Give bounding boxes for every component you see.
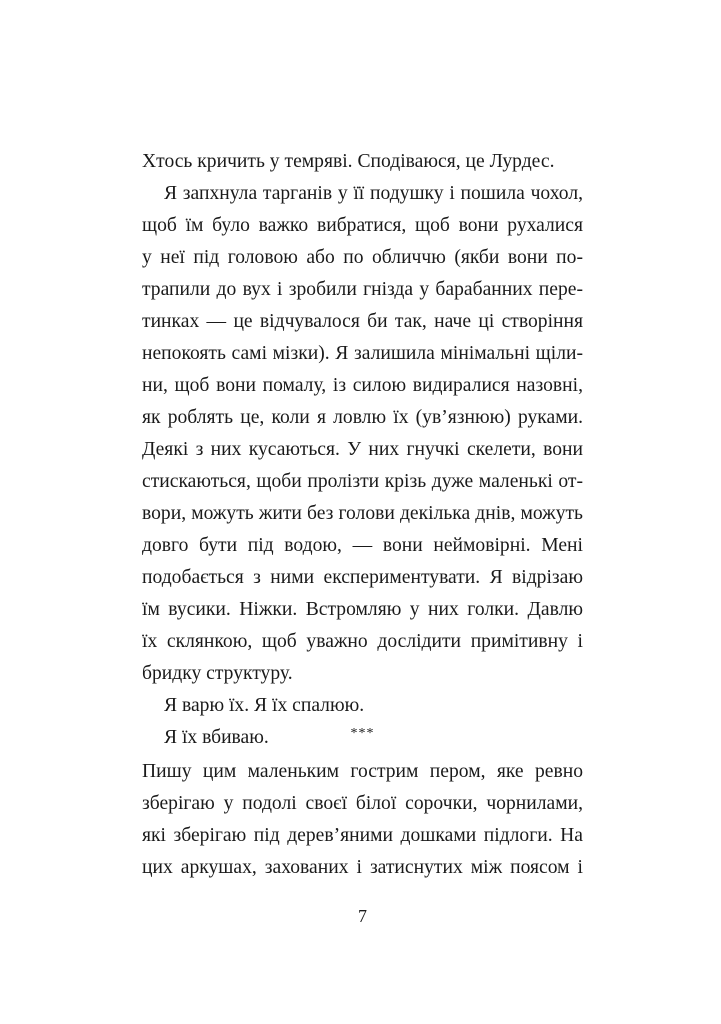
text-line: щоб їм було важко вибратися, щоб вони рухалися: [142, 215, 583, 236]
text-line: як роблять це, коли я ловлю їх (ув’язнюю) руками.: [142, 407, 583, 428]
text-line: Хтось кричить у темряві. Сподіваюся, це Лурдес.: [142, 151, 555, 172]
text-line: у неї під головою або по обличчю (якби вони по-: [142, 247, 583, 268]
text-line: вори, можуть жити без голови декілька днів, можуть: [142, 503, 583, 524]
text-line: Пишу цим маленьким гострим пером, яке ревно: [142, 761, 583, 782]
text-line: ни, щоб вони помалу, із силою видиралися назовні,: [142, 375, 583, 396]
page-number: 7: [358, 906, 367, 926]
text-line: цих аркушах, захованих і затиснутих між поясом і: [142, 857, 583, 878]
section-break-asterisks: ***: [350, 726, 375, 741]
text-line: їх склянкою, щоб уважно дослідити примітивну і: [142, 631, 583, 652]
text-line: бридку структуру.: [142, 663, 293, 684]
text-line: непокоять самі мізки). Я залишила мінімальні щіли-: [142, 343, 583, 364]
text-line: зберігаю у подолі своєї білої сорочки, чорнилами,: [142, 793, 583, 814]
text-line: їм вусики. Ніжки. Встромляю у них голки. Давлю: [142, 599, 583, 620]
text-line: Деякі з них кусаються. У них гнучкі скелети, вони: [142, 439, 583, 460]
text-line: довго бути під водою, — вони неймовірні. Мені: [142, 535, 583, 556]
text-line: які зберігаю під дерев’яними дошками підлоги. На: [142, 825, 583, 846]
text-line: трапили до вух і зробили гнізда у барабанних пере-: [142, 279, 583, 300]
section-2-text: [142, 756, 583, 884]
text-line: Я запхнула тарганів у її подушку і пошила чохол,: [164, 183, 583, 204]
text-line: подобається з ними експериментувати. Я відрізаю: [142, 567, 583, 588]
text-line: Я їх вбиваю.: [164, 727, 269, 748]
section-1-text: [142, 146, 583, 754]
text-line: тинках — це відчувалося би так, наче ці створіння: [142, 311, 583, 332]
text-line: Я варю їх. Я їх спалюю.: [164, 695, 365, 716]
text-line: стискаються, щоби пролізти крізь дуже маленькі от-: [142, 471, 583, 492]
